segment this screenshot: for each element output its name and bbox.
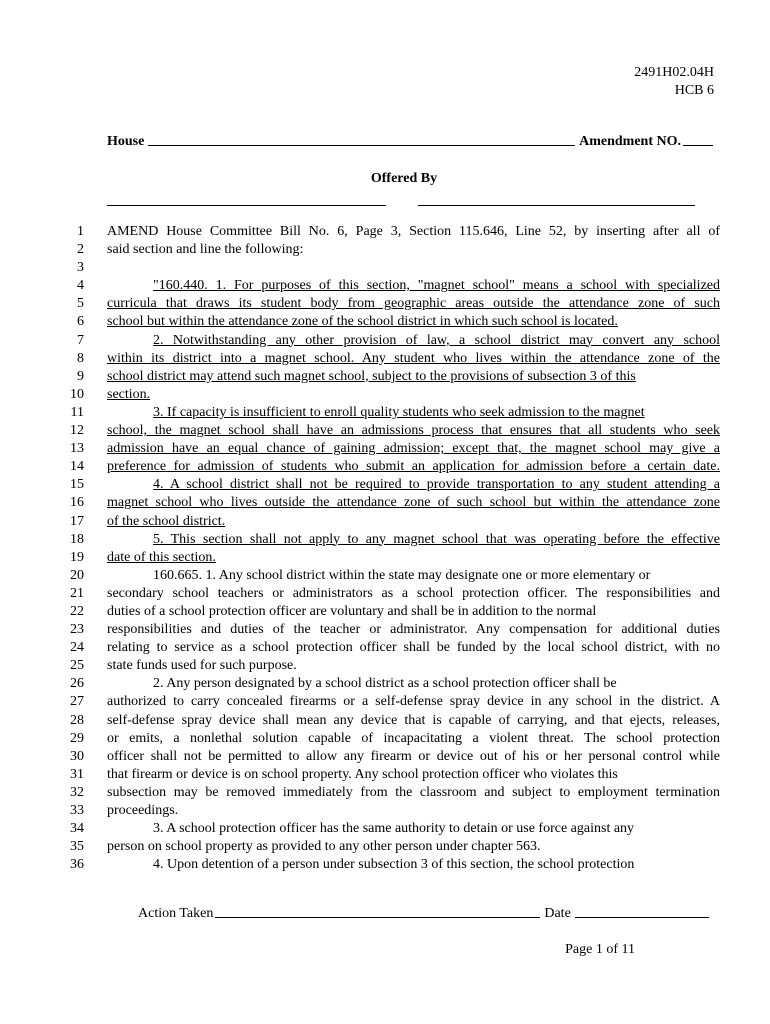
- line-number: 16: [70, 495, 84, 511]
- line-text: [107, 513, 720, 531]
- line-text-content: said section and line the following:: [107, 242, 304, 258]
- line-text-content: proceedings.: [107, 803, 179, 818]
- line-text: [107, 368, 720, 386]
- line-number: 17: [70, 513, 84, 529]
- text-line: [60, 531, 720, 549]
- line-text: [107, 621, 720, 639]
- text-line: [60, 422, 720, 440]
- line-text-content: person on school property as provided to any other person under chapter 563.: [107, 839, 541, 855]
- line-text: [107, 531, 720, 549]
- text-line: [60, 820, 720, 838]
- line-text: [107, 313, 720, 331]
- line-text: [107, 603, 720, 621]
- line-text-content: secondary school teachers or administrators as a school protection officer. The responsibilities and: [107, 585, 720, 601]
- line-number: 4: [77, 278, 84, 294]
- text-line: [60, 748, 720, 766]
- line-number: 13: [70, 441, 84, 457]
- committee-code: HCB 6: [674, 83, 714, 98]
- line-text-content: admission have an equal chance of gaining admission; except that, the magnet school may give a: [107, 441, 720, 457]
- line-number: 1: [77, 224, 84, 239]
- signature-line-right: [418, 204, 695, 206]
- text-line: [60, 730, 720, 748]
- line-text: [107, 585, 720, 603]
- text-line: [60, 712, 720, 730]
- line-text-content: curricula that draws its student body from geographic areas outside the attendance zone of such: [107, 296, 720, 312]
- line-text-content: within its district into a magnet school. Any student who lives within the attendance zone of the: [107, 350, 720, 366]
- line-number: 36: [70, 857, 84, 873]
- amendment-label: Amendment NO.: [579, 134, 681, 149]
- line-number: 20: [70, 567, 84, 583]
- text-line: [60, 675, 720, 693]
- action-taken-label: Action Taken: [138, 906, 214, 921]
- line-number: 6: [77, 314, 84, 330]
- text-line: [60, 766, 720, 784]
- line-text-content: school, the magnet school shall have an admissions process that ensures that all students who seek: [107, 423, 720, 439]
- line-text: [107, 350, 720, 368]
- text-line: [60, 856, 720, 874]
- line-number: 29: [70, 730, 84, 746]
- line-text-content: 2. Any person designated by a school district as a school protection officer shall be: [153, 676, 617, 692]
- house-label: House: [107, 134, 145, 149]
- text-line: [60, 386, 720, 404]
- line-text-content: date of this section.: [107, 549, 216, 565]
- text-line: [60, 603, 720, 621]
- text-line: [60, 295, 720, 313]
- line-text: [107, 440, 720, 458]
- text-line: [60, 585, 720, 603]
- line-number: 2: [77, 242, 84, 258]
- date-label: Date: [544, 906, 571, 921]
- line-number: 28: [70, 712, 84, 728]
- line-number: 5: [77, 296, 84, 312]
- line-number: 7: [77, 332, 84, 348]
- line-text: [107, 404, 720, 422]
- line-number: 18: [70, 531, 84, 547]
- line-text: [107, 549, 720, 567]
- line-text-content: 2. Notwithstanding any other provision of law, a school district may convert any school: [153, 332, 720, 348]
- line-text: [107, 838, 720, 856]
- line-text-content: or emits, a nonlethal solution capable of incapacitating a violent threat. The school protection: [107, 730, 720, 746]
- line-text-content: subsection may be removed immediately from the classroom and subject to employment termination: [107, 784, 720, 800]
- house-blank: [148, 144, 575, 146]
- action-taken-line: [138, 906, 718, 922]
- text-line: [60, 784, 720, 802]
- text-line: [60, 513, 720, 531]
- line-number: 27: [70, 694, 84, 710]
- line-text: [107, 639, 720, 657]
- line-text: [107, 295, 720, 313]
- line-text-content: that firearm or device is on school property. Any school protection officer who violates this: [107, 766, 618, 782]
- line-text: [107, 277, 720, 295]
- line-number: 15: [70, 477, 84, 493]
- text-line: [60, 657, 720, 675]
- line-number: 12: [70, 423, 84, 439]
- line-number: 21: [70, 585, 84, 601]
- line-text: [107, 476, 720, 494]
- line-text: [107, 567, 720, 585]
- line-number: 33: [70, 803, 84, 818]
- line-number: 10: [70, 386, 84, 402]
- line-text: [107, 675, 720, 693]
- line-number: 30: [70, 748, 84, 764]
- line-text-content: responsibilities and duties of the teacher or administrator. Any compensation for additional duties: [107, 622, 720, 638]
- line-number: 22: [70, 603, 84, 619]
- line-text-content: 3. A school protection officer has the same authority to detain or use force against any: [153, 821, 635, 837]
- line-number: 9: [77, 368, 84, 384]
- signature-line-left: [107, 204, 386, 206]
- line-text-content: relating to service as a school protection officer shall be funded by the local school district, with no: [107, 640, 720, 656]
- text-line: [60, 458, 720, 476]
- house-amendment-line: [107, 134, 713, 150]
- text-line: [60, 350, 720, 368]
- line-text-content: "160.440. 1. For purposes of this section, "magnet school" means a school with specialized: [153, 278, 720, 294]
- line-text: [107, 259, 720, 277]
- text-line: [60, 259, 720, 277]
- line-number: 11: [70, 404, 84, 420]
- text-line: [60, 621, 720, 639]
- text-line: [60, 277, 720, 295]
- document-id: 2491H02.04H: [634, 65, 714, 80]
- line-text-content: duties of a school protection officer are voluntary and shall be in addition to the normal: [107, 603, 597, 619]
- text-line: [60, 241, 720, 259]
- line-number: 8: [77, 350, 84, 366]
- text-line: [60, 567, 720, 585]
- line-number: 26: [70, 676, 84, 692]
- text-line: [60, 440, 720, 458]
- line-text: [107, 386, 720, 404]
- line-text-content: school district may attend such magnet school, subject to the provisions of subsection 3 of this: [107, 368, 636, 384]
- amendment-number-blank: [683, 144, 713, 146]
- date-blank: [575, 916, 709, 918]
- line-text-content: authorized to carry concealed firearms or a self-defense spray device in any school in the district. A: [107, 694, 720, 710]
- line-number: 32: [70, 784, 84, 800]
- line-text: [107, 766, 720, 784]
- line-text-content: self-defense spray device shall mean any device that is capable of carrying, and that ejects, releases,: [107, 712, 720, 728]
- line-number: 34: [70, 821, 84, 837]
- amendment-body: [60, 223, 720, 874]
- line-text-content: preference for admission of students who submit an application for admission before a certain date.: [107, 459, 720, 475]
- line-text: [107, 241, 720, 259]
- offered-by-label: Offered By: [370, 171, 438, 186]
- line-text: [107, 712, 720, 730]
- line-number: 19: [70, 549, 84, 565]
- line-text-content: school but within the attendance zone of the school district in which such school is located.: [107, 314, 618, 330]
- line-text: [107, 494, 720, 512]
- line-text-content: AMEND House Committee Bill No. 6, Page 3, Section 115.646, Line 52, by inserting after all of: [107, 224, 720, 239]
- line-text-content: of the school district.: [107, 513, 226, 529]
- line-number: 14: [70, 459, 84, 475]
- line-text: [107, 458, 720, 476]
- line-text-content: 4. Upon detention of a person under subsection 3 of this section, the school protection: [153, 857, 635, 873]
- line-text-content: 3. If capacity is insufficient to enroll quality students who seek admission to the magnet: [153, 404, 645, 420]
- line-text: [107, 802, 720, 820]
- text-line: [60, 639, 720, 657]
- line-number: 25: [70, 658, 84, 674]
- text-line: [60, 332, 720, 350]
- line-text-content: 5. This section shall not apply to any magnet school that was operating before the effective: [153, 531, 720, 547]
- line-text: [107, 332, 720, 350]
- text-line: [60, 368, 720, 386]
- line-text: [107, 223, 720, 241]
- line-text-content: section.: [107, 386, 151, 402]
- line-text-content: officer shall not be permitted to allow any firearm or device out of his or her personal control while: [107, 748, 720, 764]
- line-text: [107, 748, 720, 766]
- line-text: [107, 730, 720, 748]
- line-text-content: state funds used for such purpose.: [107, 658, 297, 674]
- text-line: [60, 404, 720, 422]
- action-taken-blank: [215, 916, 540, 918]
- text-line: [60, 223, 720, 241]
- text-line: [60, 802, 720, 820]
- line-text: [107, 657, 720, 675]
- text-line: [60, 838, 720, 856]
- line-text: [107, 820, 720, 838]
- line-text-content: magnet school who lives outside the attendance zone of such school but within the attendance zone: [107, 495, 720, 511]
- line-text: [107, 422, 720, 440]
- line-number: 3: [77, 260, 84, 276]
- line-number: 24: [70, 640, 84, 656]
- line-text-content: 160.665. 1. Any school district within the state may designate one or more elementary or: [153, 567, 651, 583]
- text-line: [60, 313, 720, 331]
- page-number: Page 1 of 11: [565, 942, 635, 957]
- line-text-content: 4. A school district shall not be required to provide transportation to any student attending a: [153, 477, 720, 493]
- line-text: [107, 856, 720, 874]
- line-number: 23: [70, 622, 84, 638]
- line-text: [107, 693, 720, 711]
- text-line: [60, 549, 720, 567]
- text-line: [60, 476, 720, 494]
- line-text: [107, 784, 720, 802]
- line-number: 35: [70, 839, 84, 855]
- text-line: [60, 693, 720, 711]
- text-line: [60, 494, 720, 512]
- line-number: 31: [70, 766, 84, 782]
